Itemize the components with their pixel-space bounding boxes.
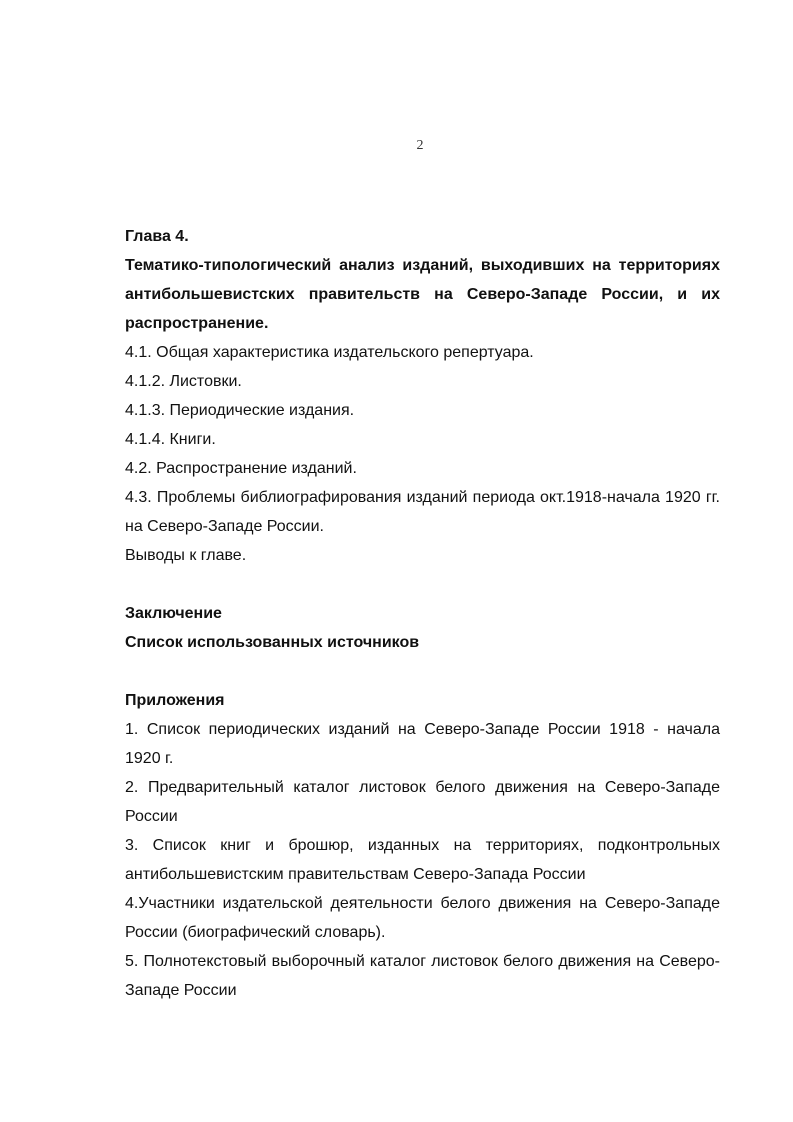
section-spacer: [125, 570, 720, 599]
appendix-item: 5. Полнотекстовый выборочный каталог листовок белого движения на Северо-Западе России: [125, 953, 720, 999]
chapter-4-title: Глава 4.: [125, 228, 189, 245]
conclusion-heading: Заключение: [125, 605, 222, 622]
toc-item: Выводы к главе.: [125, 547, 247, 564]
appendix-item: 2. Предварительный каталог листовок белого движения на Северо-Западе России: [125, 779, 720, 825]
toc-item: 4.3. Проблемы библиографирования изданий периода окт.1918-начала 1920 гг. на Северо-Западе России.: [125, 489, 720, 535]
sources-heading: Список использованных источников: [125, 634, 420, 651]
section-spacer: [125, 657, 720, 686]
appendix-item: 3. Список книг и брошюр, изданных на территориях, подконтрольных антибольшевистским правительствам Северо-Запада России: [125, 837, 720, 883]
toc-item: 4.1. Общая характеристика издательского репертуара.: [125, 344, 534, 361]
toc-item: 4.1.3. Периодические издания.: [125, 402, 355, 419]
appendix-item: 4.Участники издательской деятельности белого движения на Северо-Западе России (биографический словарь).: [125, 895, 720, 941]
table-of-contents: [125, 222, 720, 1005]
appendix-item: 1. Список периодических изданий на Северо-Западе России 1918 - начала 1920 г.: [125, 721, 720, 767]
page-number: 2: [416, 138, 424, 153]
appendices-heading: Приложения: [125, 692, 225, 709]
toc-item: 4.2. Распространение изданий.: [125, 460, 357, 477]
toc-item: 4.1.4. Книги.: [125, 431, 216, 448]
chapter-4-subtitle: Тематико-типологический анализ изданий, выходивших на территориях антибольшевистских правительств на Северо-Западе России, и их распространение.: [125, 257, 720, 332]
toc-item: 4.1.2. Листовки.: [125, 373, 242, 390]
